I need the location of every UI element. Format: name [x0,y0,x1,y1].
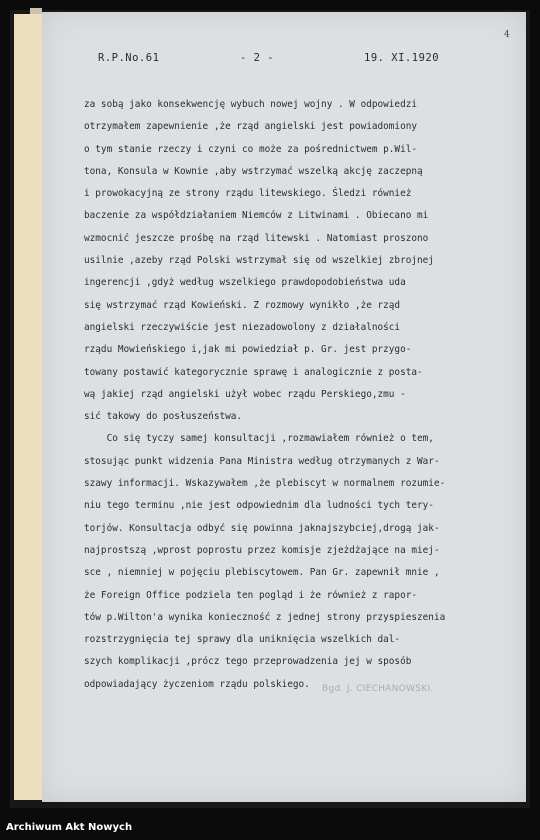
text-line: towany postawić kategorycznie sprawę i analogicznie z posta- [84,366,423,378]
text-line: ingerencji ,gdyż według wszelkiego prawdopodobieństwa uda [84,277,406,289]
text-line: angielski rzeczywiście jest niezadowolony z działalności [84,321,401,333]
text-line: niu tego terminu ,nie jest odpowiednim dla ludności tych tery- [84,500,434,512]
text-line: otrzymałem zapewnienie ,że rząd angielski jest powiadomiony [84,121,418,133]
text-line: torjów. Konsultacja odbyć się powinna jaknajszybciej,drogą jak- [84,522,440,534]
reference-number: R.P.No.61 [98,52,160,64]
text-line: tów p.Wilton'a wynika konieczność z jednej strony przyspieszenia [84,611,446,623]
text-line: sić takowy do posłuszeństwa. [84,411,243,423]
text-line: rządu Mowieńskiego i,jak mi powiedział p. Gr. jest przygo- [84,344,412,356]
signature-stamp: Bgd. J. CIECHANOWSKI. [322,684,434,694]
text-line: za sobą jako konsekwencję wybuch nowej wojny . W odpowiedzi [84,99,418,110]
text-line: baczenie za współdziałaniem Niemców z Litwinami . Obiecano mi [84,210,429,222]
archive-footer [0,812,540,840]
text-line: że Foreign Office podziela ten pogląd i że również z rapor- [84,589,418,601]
text-line: odpowiadający życzeniom rządu polskiego. [84,678,310,690]
page-mark: 4 [504,30,510,40]
text-line: stosując punkt widzenia Pana Ministra według otrzymanych z War- [84,455,440,467]
text-line: wą jakiej rząd angielski użył wobec rządu Perskiego,zmu - [84,388,406,400]
text-line: i prowokacyjną ze strony rządu litewskiego. Śledzi również [84,188,412,200]
document-body [84,94,504,696]
document-header [0,52,540,66]
text-line: szych komplikacji ,prócz tego przeprowadzenia jej w sposób [84,656,412,668]
document-date: 19. XI.1920 [364,52,440,64]
text-line: najprostszą ,wprost poprostu przez komisje zjeżdżające na miej- [84,544,440,556]
text-line: sce , niemniej w pojęciu plebiscytowem. Pan Gr. zapewnił mnie , [84,567,440,579]
text-line: usilnie ,azeby rząd Polski wstrzymał się od wszelkiej zbrojnej [84,255,434,267]
text-line: tona, Konsula w Kownie ,aby wstrzymać wszelką akcję zaczepną [84,165,423,177]
archive-label: Archiwum Akt Nowych [6,822,133,833]
page-number: - 2 - [240,52,275,64]
text-line: szawy informacji. Wskazywałem ,że plebiscyt w normalnem rozumie- [84,478,446,490]
text-line: wzmocnić jeszcze prośbę na rząd litewski . Natomiast proszono [84,232,429,244]
text-line: Co się tyczy samej konsultacji ,rozmawiałem również o tem, [84,433,434,445]
text-line: rozstrzygnięcia tej sprawy dla uniknięcia wszelkich dal- [84,634,401,646]
binding-strip [14,14,44,800]
text-line: o tym stanie rzeczy i czyni co może za pośrednictwem p.Wil- [84,143,418,155]
text-line: się wstrzymać rząd Kowieński. Z rozmowy wynikło ,że rząd [84,299,401,311]
